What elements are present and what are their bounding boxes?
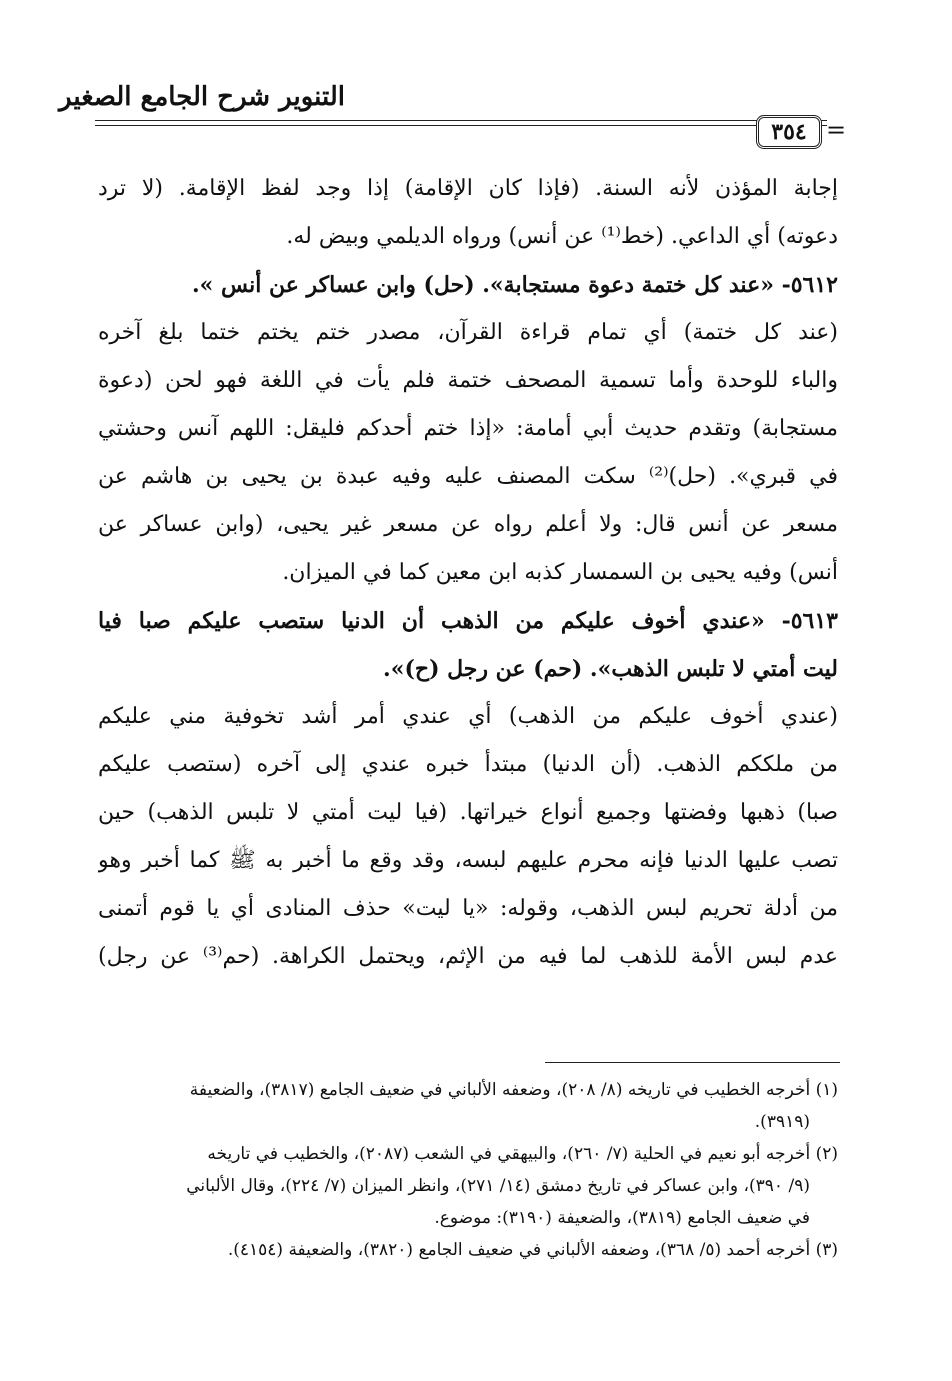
hadith-heading-5613-cont: ليت أمتي لا تلبس الذهب». (حم) عن رجل (ح)». bbox=[383, 656, 838, 682]
text-line: في قبري». (حل)⁽²⁾ سكت المصنف عليه وفيه عبدة بن يحيى بن هاشم عن bbox=[98, 464, 838, 489]
footnote-2-cont: في ضعيف الجامع (٣٨١٩)، والضعيفة (٣١٩٠): موضوع. bbox=[434, 1208, 810, 1228]
text-line: (عند كل ختمة) أي تمام قراءة القرآن، مصدر ختم يختم ختما بلغ آخره bbox=[98, 320, 838, 345]
text-line: من أدلة تحريم لبس الذهب، وقوله: «يا ليت» حذف المنادى أي يا قوم أتمنى bbox=[98, 896, 838, 921]
text-line: من ملككم الذهب. (أن الدنيا) مبتدأ خبره عندي إلى آخره (ستصب عليكم bbox=[98, 752, 838, 777]
text-line: إجابة المؤذن لأنه السنة. (فإذا كان الإقامة) إذا وجد لفظ الإقامة. (لا ترد bbox=[98, 176, 838, 201]
running-header-title: التنوير شرح الجامع الصغير bbox=[59, 82, 345, 112]
main-text bbox=[98, 165, 838, 981]
text-line: صبا) ذهبها وفضتها وجميع أنواع خيراتها. (فيا ليت أمتي لا تلبس الذهب) حين bbox=[98, 800, 838, 825]
header-rule bbox=[95, 120, 827, 121]
text-line: والباء للوحدة وأما تسمية المصحف ختمة فلم يأت في اللغة فهو لحن (دعوة bbox=[98, 368, 838, 393]
text-line: عدم لبس الأمة للذهب لما فيه من الإثم، ويحتمل الكراهة. (حم⁽³⁾ عن رجل) bbox=[98, 944, 838, 969]
footnote-2: (٢) أخرجه أبو نعيم في الحلية (٧/ ٢٦٠)، والبيهقي في الشعب (٢٠٨٧)، والخطيب في تاريخه bbox=[207, 1144, 838, 1164]
hadith-heading-5612: ٥٦١٢- «عند كل ختمة دعوة مستجابة». (حل) وابن عساكر عن أنس ». bbox=[191, 272, 838, 298]
text-line: دعوته) أي الداعي. (خط⁽¹⁾ عن أنس) ورواه الديلمي وبيض له. bbox=[286, 224, 838, 249]
text-line: تصب عليها الدنيا فإنه محرم عليهم لبسه، وقد وقع ما أخبر به ﷺ كما أخبر وهو bbox=[98, 848, 838, 873]
footnote-3: (٣) أخرجه أحمد (٥/ ٣٦٨)، وضعفه الألباني في ضعيف الجامع (٣٨٢٠)، والضعيفة (٤١٥٤). bbox=[227, 1240, 838, 1260]
text-line: مستجابة) وتقدم حديث أبي أمامة: «إذا ختم أحدكم فليقل: اللهم آنس وحشتي bbox=[98, 416, 838, 441]
footnote-1: (١) أخرجه الخطيب في تاريخه (٨/ ٢٠٨)، وضعفه الألباني في ضعيف الجامع (٣٨١٧)، والضعيفة bbox=[189, 1080, 838, 1100]
hadith-heading-5613: ٥٦١٣- «عندي أخوف عليكم من الذهب أن الدنيا ستصب عليكم صبا فيا bbox=[98, 608, 838, 634]
footnote-separator bbox=[545, 1062, 840, 1063]
header-rule-double bbox=[95, 125, 827, 126]
footnote-2-cont: (٩/ ٣٩٠)، وابن عساكر في تاريخ دمشق (١٤/ ٢٧١)، وانظر الميزان (٧/ ٢٢٤)، وقال الألباني bbox=[186, 1176, 810, 1196]
footnotes bbox=[98, 1074, 838, 1266]
text-line: أنس) وفيه يحيى بن السمسار كذبه ابن معين كما في الميزان. bbox=[282, 560, 838, 585]
page-number: ٣٥٤ bbox=[756, 115, 822, 149]
text-line: (عندي أخوف عليكم من الذهب) أي عندي أمر أشد تخوفية مني عليكم bbox=[98, 704, 838, 729]
footnote-1-cont: (٣٩١٩). bbox=[754, 1112, 810, 1132]
header-ornament: = bbox=[826, 116, 847, 144]
text-line: مسعر عن أنس قال: ولا أعلم رواه عن مسعر غير يحيى، (وابن عساكر عن bbox=[98, 512, 838, 537]
